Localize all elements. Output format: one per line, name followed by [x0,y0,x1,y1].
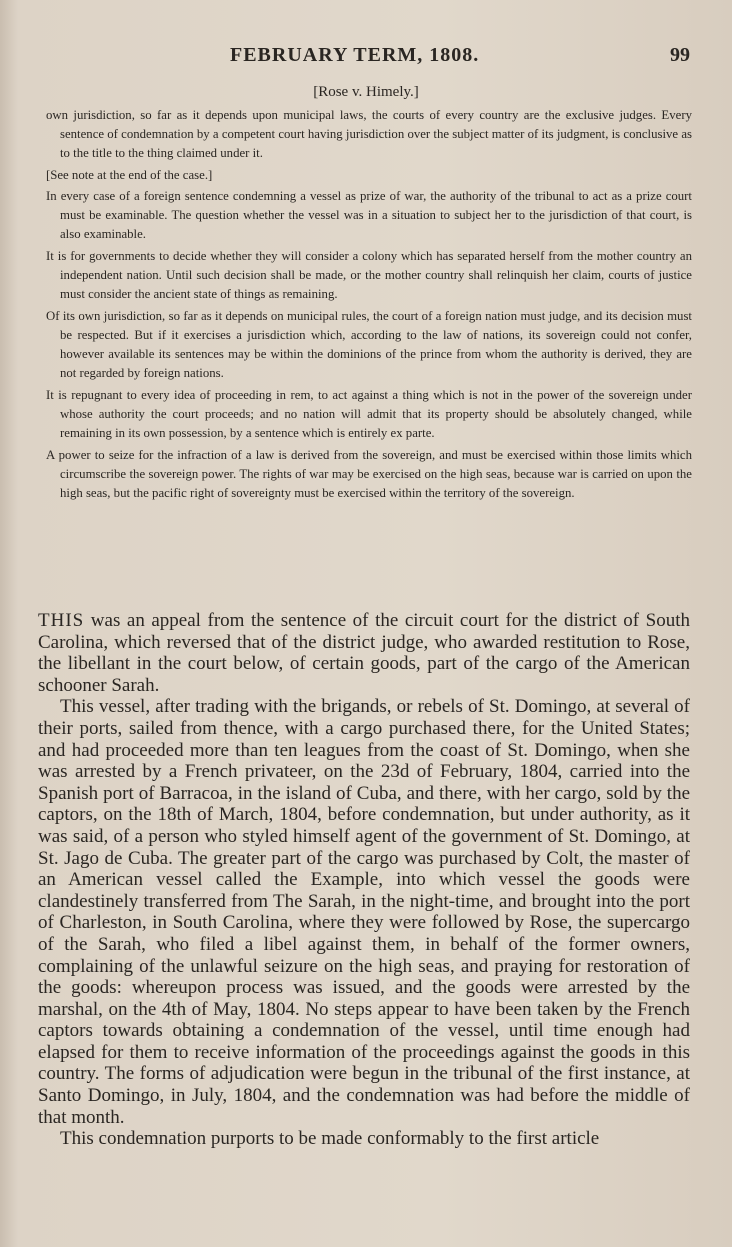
paragraph-text: was an appeal from the sentence of the circuit court for the district of South Carolina, which reversed that of the district judge, who awarded restitution to Rose, the libellant in the court below, of certain goods, part of the cargo of the American schooner Sarah. [38,610,690,696]
headnote-note: [See note at the end of the case.] [46,168,213,182]
case-reference: [Rose v. Himely.] [313,84,419,100]
body-paragraph: This vessel, after trading with the brigands, or rebels of St. Domingo, at several of their ports, sailed from thence, with a cargo purchased there, for the United States; and had proceeded more than ten leagues from the coast of St. Domingo, when she was arrested by a French privateer, on the 23d of February, 1804, carried into the Spanish port of Barracoa, in the island of Cuba, and there, with her cargo, sold by the captors, on the 18th of March, 1804, before condemnation, but under authority, as it was said, of a person who styled himself agent of the government of St. Domingo, at St. Jago de Cuba. The greater part of the cargo was purchased by Colt, the master of an American vessel called the Example, into which vessel the goods were clandestinely transferred from The Sarah, in the night-time, and brought into the port of Charleston, in South Carolina, where they were followed by Rose, the supercargo of the Sarah, who filed a libel against them, in behalf of the former owners, complaining of the unlawful seizure on the high seas, and praying for restoration of the goods: whereupon process was issued, and the goods were arrested by the marshal, on the 4th of May, 1804. No steps appear to have been taken by the French captors towards obtaining a condemnation of the vessel, until time enough had elapsed for them to receive information of the proceedings against the goods in this country. The forms of adjudication were begun in the tribunal of the first instance, at Santo Domingo, in July, 1804, and the condemnation was had before the middle of that month. [38,696,690,1128]
body-text [38,610,690,1150]
headnote-paragraph: It is for governments to decide whether they will consider a colony which has separated herself from the mother country an independent nation. Until such decision shall be made, or the mother country shall relinquish her claim, courts of justice must consider the ancient state of things as remaining. [46,249,692,301]
page-number: 99 [670,44,690,66]
headnote-paragraph: It is repugnant to every idea of proceeding in rem, to act against a thing which is not in the power of the sovereign under whose authority the court proceeds; and no nation will admit that its property should be absolutely changed, while remaining in its own possession, by a sentence which is entirely ex parte. [46,388,692,440]
headnote-paragraph: Of its own jurisdiction, so far as it depends on municipal rules, the court of a foreign nation must judge, and its decision must be respected. But if it exercises a jurisdiction which, according to the law of nations, its sovereign could not confer, however available its sentences may be within the dominions of the prince from whom the authority is derived, they are not regarded by foreign nations. [46,309,692,380]
body-paragraph [38,610,690,696]
headnote-paragraph: A power to seize for the infraction of a law is derived from the sovereign, and must be exercised within those limits which circumscribe the sovereign power. The rights of war may be exercised on the high seas, because war is carried on upon the high seas, but the pacific right of sovereignty must be exercised within the territory of the sovereign. [46,448,692,500]
page-header [0,40,732,70]
headnote-paragraph: own jurisdiction, so far as it depends upon municipal laws, the courts of every country are the exclusive judges. Every sentence of condemnation by a competent court having jurisdiction over the subject matter of its judgment, is conclusive as to the title to the thing claimed under it. [46,108,692,160]
first-word: THIS [38,610,85,631]
body-paragraph: This condemnation purports to be made conformably to the first article [60,1128,600,1150]
running-title: FEBRUARY TERM, 1808. [230,44,480,66]
headnote-paragraph: In every case of a foreign sentence condemning a vessel as prize of war, the authority of the tribunal to act as a prize court must be examinable. The question whether the vessel was in a situation to subject her to the jurisdiction of that court, is also examinable. [46,189,692,241]
syllabus-headnotes [46,106,692,506]
